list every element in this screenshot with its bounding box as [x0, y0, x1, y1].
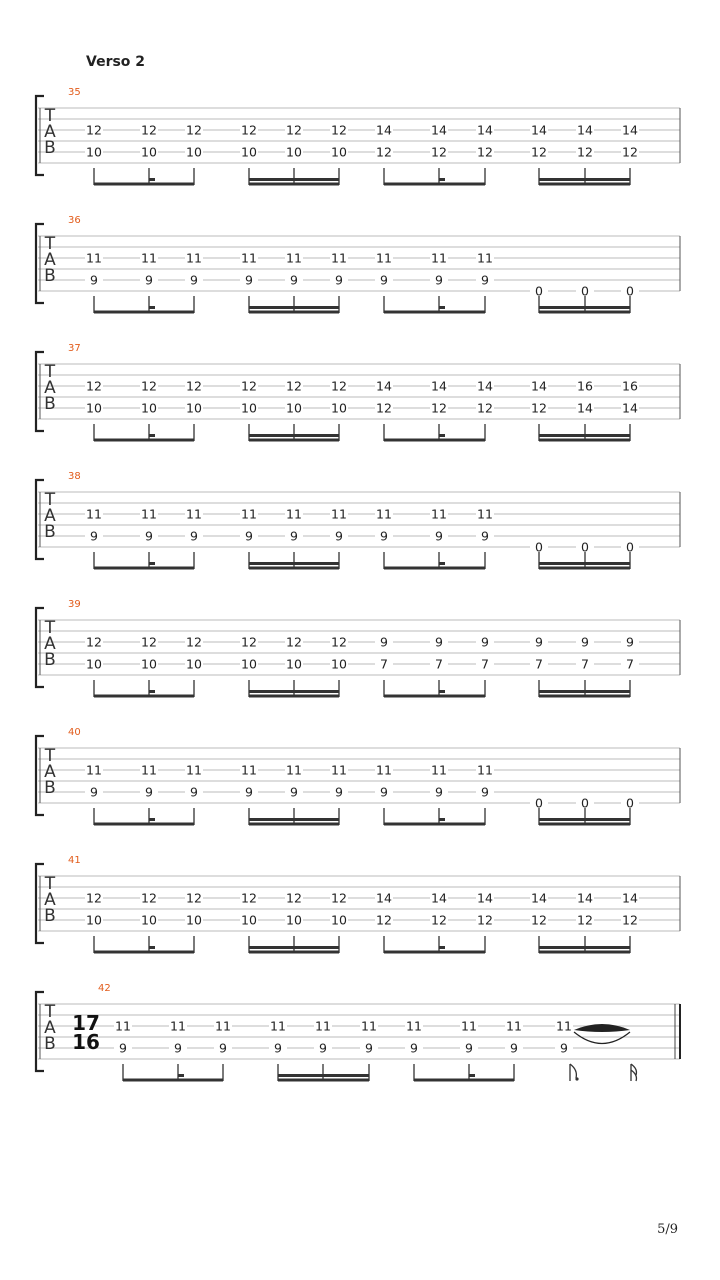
fret-number: 12 — [86, 634, 102, 650]
fret-number: 11 — [376, 506, 392, 522]
fret-number: 0 — [535, 283, 543, 299]
fret-number: 11 — [556, 1018, 572, 1034]
fret-number: 11 — [215, 1018, 231, 1034]
beam — [384, 567, 485, 570]
fret-number: 10 — [286, 144, 302, 160]
measure-number: 36 — [68, 215, 81, 226]
fret-number: 12 — [477, 144, 493, 160]
beam — [539, 183, 630, 186]
measure-number: 42 — [98, 983, 111, 994]
fret-number: 12 — [531, 912, 547, 928]
fret-number: 11 — [286, 506, 302, 522]
fret-number: 11 — [406, 1018, 422, 1034]
fret-number: 7 — [380, 656, 388, 672]
fret-number: 12 — [477, 912, 493, 928]
fret-number: 12 — [376, 144, 392, 160]
beam — [384, 695, 485, 698]
tie-arc-lower — [574, 1032, 630, 1044]
beam — [249, 567, 339, 570]
beam — [539, 439, 630, 442]
beam-secondary — [539, 690, 630, 693]
beam — [539, 567, 630, 570]
beam — [539, 823, 630, 826]
fret-number: 0 — [626, 539, 634, 555]
fret-number: 11 — [331, 506, 347, 522]
tab-clef-letter: A — [44, 506, 56, 526]
tab-clef-letter: B — [44, 394, 56, 414]
fret-number: 14 — [577, 400, 593, 416]
fret-number: 9 — [190, 528, 198, 544]
fret-number: 10 — [141, 656, 157, 672]
fret-number: 12 — [431, 144, 447, 160]
fret-number: 12 — [577, 912, 593, 928]
fret-number: 9 — [145, 784, 153, 800]
beam — [249, 951, 339, 954]
fret-number: 9 — [319, 1040, 327, 1056]
fret-number: 10 — [141, 912, 157, 928]
beam — [249, 823, 339, 826]
fret-number: 10 — [241, 656, 257, 672]
fret-number: 9 — [435, 784, 443, 800]
fret-number: 14 — [431, 378, 447, 394]
fret-number: 9 — [145, 528, 153, 544]
fret-number: 12 — [141, 122, 157, 138]
fret-number: 10 — [241, 144, 257, 160]
fret-number: 9 — [560, 1040, 568, 1056]
fret-number: 11 — [170, 1018, 186, 1034]
measure-number: 39 — [68, 599, 81, 610]
beam-secondary — [539, 434, 630, 437]
beam-stub — [439, 818, 445, 821]
fret-number: 9 — [581, 634, 589, 650]
beam — [539, 311, 630, 314]
fret-number: 12 — [286, 122, 302, 138]
beam — [123, 1079, 223, 1082]
beam-secondary — [539, 818, 630, 821]
beam-secondary — [249, 690, 339, 693]
fret-number: 14 — [622, 122, 638, 138]
beam-stub — [439, 178, 445, 181]
beam-stub — [178, 1074, 184, 1077]
tab-clef-letter: A — [44, 890, 56, 910]
fret-number: 10 — [286, 400, 302, 416]
fret-number: 11 — [477, 250, 493, 266]
tab-clef-letter: A — [44, 378, 56, 398]
tab-clef-letter: T — [44, 746, 56, 766]
beam-stub — [439, 306, 445, 309]
fret-number: 9 — [481, 634, 489, 650]
fret-number: 14 — [531, 378, 547, 394]
fret-number: 11 — [286, 762, 302, 778]
fret-number: 14 — [577, 890, 593, 906]
fret-number: 12 — [286, 378, 302, 394]
fret-number: 12 — [622, 144, 638, 160]
fret-number: 11 — [141, 762, 157, 778]
fret-number: 14 — [622, 400, 638, 416]
fret-number: 11 — [431, 506, 447, 522]
fret-number: 9 — [465, 1040, 473, 1056]
section-title: Verso 2 — [86, 54, 146, 70]
fret-number: 12 — [622, 912, 638, 928]
fret-number: 11 — [477, 506, 493, 522]
fret-number: 14 — [622, 890, 638, 906]
fret-number: 10 — [186, 144, 202, 160]
beam — [249, 311, 339, 314]
fret-number: 9 — [335, 784, 343, 800]
tab-clef-letter: T — [44, 618, 56, 638]
fret-number: 11 — [286, 250, 302, 266]
fret-number: 10 — [331, 912, 347, 928]
tab-clef-letter: A — [44, 634, 56, 654]
beam-stub — [439, 434, 445, 437]
beam-stub — [149, 306, 155, 309]
fret-number: 16 — [577, 378, 593, 394]
fret-number: 9 — [90, 784, 98, 800]
fret-number: 12 — [577, 144, 593, 160]
tab-clef-letter: T — [44, 362, 56, 382]
fret-number: 11 — [86, 250, 102, 266]
beam-secondary — [539, 178, 630, 181]
fret-number: 10 — [186, 656, 202, 672]
beam — [94, 311, 194, 314]
fret-number: 9 — [90, 528, 98, 544]
fret-number: 14 — [376, 378, 392, 394]
beam-secondary — [249, 306, 339, 309]
fret-number: 9 — [435, 272, 443, 288]
beam-secondary — [539, 562, 630, 565]
fret-number: 12 — [186, 122, 202, 138]
measure-number: 37 — [68, 343, 81, 354]
beam — [94, 439, 194, 442]
beam-stub — [149, 178, 155, 181]
tab-clef-letter: T — [44, 106, 56, 126]
beam-secondary — [539, 946, 630, 949]
fret-number: 11 — [376, 762, 392, 778]
fret-number: 12 — [431, 912, 447, 928]
fret-number: 9 — [119, 1040, 127, 1056]
fret-number: 12 — [331, 378, 347, 394]
fret-number: 12 — [331, 890, 347, 906]
beam-secondary — [249, 946, 339, 949]
tab-clef-letter: B — [44, 522, 56, 542]
fret-number: 11 — [361, 1018, 377, 1034]
fret-number: 12 — [531, 400, 547, 416]
fret-number: 11 — [241, 506, 257, 522]
beam — [94, 567, 194, 570]
measure-number: 41 — [68, 855, 81, 866]
fret-number: 9 — [335, 272, 343, 288]
fret-number: 12 — [376, 912, 392, 928]
fret-number: 9 — [626, 634, 634, 650]
fret-number: 9 — [290, 528, 298, 544]
fret-number: 9 — [274, 1040, 282, 1056]
measure-number: 35 — [68, 87, 81, 98]
beam — [384, 439, 485, 442]
fret-number: 14 — [531, 890, 547, 906]
tab-clef-letter: B — [44, 266, 56, 286]
beam — [249, 439, 339, 442]
fret-number: 7 — [435, 656, 443, 672]
fret-number: 12 — [141, 634, 157, 650]
beam-secondary — [249, 562, 339, 565]
tab-clef-letter: T — [44, 1002, 56, 1022]
fret-number: 11 — [331, 250, 347, 266]
beam — [94, 951, 194, 954]
fret-number: 9 — [481, 784, 489, 800]
beam-stub — [439, 946, 445, 949]
beam-secondary — [249, 178, 339, 181]
fret-number: 0 — [535, 795, 543, 811]
fret-number: 11 — [431, 762, 447, 778]
fret-number: 9 — [335, 528, 343, 544]
beam — [384, 951, 485, 954]
fret-number: 12 — [86, 890, 102, 906]
beam — [94, 823, 194, 826]
fret-number: 12 — [531, 144, 547, 160]
fret-number: 12 — [141, 890, 157, 906]
measure-number: 40 — [68, 727, 81, 738]
measure-number: 38 — [68, 471, 81, 482]
beam-secondary — [539, 306, 630, 309]
fret-number: 12 — [241, 634, 257, 650]
fret-number: 9 — [290, 272, 298, 288]
tab-clef-letter: A — [44, 1018, 56, 1038]
fret-number: 12 — [477, 400, 493, 416]
fret-number: 14 — [477, 122, 493, 138]
fret-number: 9 — [380, 272, 388, 288]
beam-secondary — [249, 434, 339, 437]
tab-clef-letter: T — [44, 874, 56, 894]
fret-number: 9 — [380, 634, 388, 650]
fret-number: 12 — [376, 400, 392, 416]
fret-number: 10 — [86, 656, 102, 672]
fret-number: 9 — [219, 1040, 227, 1056]
fret-number: 10 — [331, 400, 347, 416]
fret-number: 0 — [626, 283, 634, 299]
fret-number: 11 — [431, 250, 447, 266]
fret-number: 9 — [510, 1040, 518, 1056]
fret-number: 14 — [477, 378, 493, 394]
fret-number: 9 — [435, 528, 443, 544]
tab-clef-letter: A — [44, 762, 56, 782]
fret-number: 11 — [270, 1018, 286, 1034]
fret-number: 9 — [410, 1040, 418, 1056]
fret-number: 10 — [331, 656, 347, 672]
fret-number: 9 — [481, 528, 489, 544]
fret-number: 9 — [245, 784, 253, 800]
fret-number: 12 — [286, 890, 302, 906]
fret-number: 11 — [315, 1018, 331, 1034]
beam — [384, 823, 485, 826]
fret-number: 10 — [141, 144, 157, 160]
beam-secondary — [278, 1074, 369, 1077]
fret-number: 11 — [186, 762, 202, 778]
beam — [539, 951, 630, 954]
fret-number: 14 — [431, 122, 447, 138]
note-flag — [570, 1064, 576, 1078]
fret-number: 12 — [331, 122, 347, 138]
fret-number: 9 — [245, 528, 253, 544]
fret-number: 12 — [431, 400, 447, 416]
beam-stub — [439, 690, 445, 693]
tab-clef-letter: A — [44, 122, 56, 142]
fret-number: 7 — [535, 656, 543, 672]
beam-stub — [149, 562, 155, 565]
fret-number: 11 — [115, 1018, 131, 1034]
fret-number: 10 — [286, 656, 302, 672]
fret-number: 10 — [186, 912, 202, 928]
fret-number: 11 — [477, 762, 493, 778]
fret-number: 9 — [365, 1040, 373, 1056]
fret-number: 11 — [241, 250, 257, 266]
time-signature-numerator: 17 — [72, 1011, 100, 1035]
fret-number: 14 — [376, 122, 392, 138]
fret-number: 0 — [581, 795, 589, 811]
fret-number: 11 — [141, 506, 157, 522]
beam-secondary — [249, 818, 339, 821]
beam — [278, 1079, 369, 1082]
beam — [249, 695, 339, 698]
fret-number: 0 — [581, 283, 589, 299]
fret-number: 9 — [290, 784, 298, 800]
fret-number: 11 — [186, 250, 202, 266]
beam-stub — [149, 434, 155, 437]
fret-number: 14 — [577, 122, 593, 138]
fret-number: 12 — [331, 634, 347, 650]
beam — [94, 183, 194, 186]
fret-number: 9 — [145, 272, 153, 288]
fret-number: 10 — [141, 400, 157, 416]
fret-number: 7 — [481, 656, 489, 672]
beam — [414, 1079, 514, 1082]
fret-number: 11 — [506, 1018, 522, 1034]
fret-number: 9 — [174, 1040, 182, 1056]
fret-number: 12 — [86, 122, 102, 138]
time-signature-denominator: 16 — [72, 1030, 100, 1054]
fret-number: 12 — [186, 890, 202, 906]
beam-stub — [149, 818, 155, 821]
beam-stub — [149, 946, 155, 949]
fret-number: 12 — [241, 890, 257, 906]
fret-number: 12 — [141, 378, 157, 394]
tab-clef-letter: B — [44, 650, 56, 670]
beam — [539, 695, 630, 698]
page-number: 5/9 — [657, 1222, 678, 1237]
fret-number: 9 — [380, 528, 388, 544]
fret-number: 9 — [380, 784, 388, 800]
fret-number: 9 — [90, 272, 98, 288]
fret-number: 14 — [477, 890, 493, 906]
fret-number: 11 — [86, 506, 102, 522]
tab-clef-letter: B — [44, 906, 56, 926]
fret-number: 12 — [241, 378, 257, 394]
beam — [249, 183, 339, 186]
fret-number: 14 — [376, 890, 392, 906]
fret-number: 12 — [86, 378, 102, 394]
fret-number: 10 — [86, 912, 102, 928]
fret-number: 7 — [581, 656, 589, 672]
fret-number: 14 — [531, 122, 547, 138]
beam — [384, 183, 485, 186]
tab-clef-letter: B — [44, 1034, 56, 1054]
fret-number: 10 — [286, 912, 302, 928]
tab-clef-letter: B — [44, 138, 56, 158]
fret-number: 10 — [241, 400, 257, 416]
fret-number: 9 — [535, 634, 543, 650]
fret-number: 10 — [86, 400, 102, 416]
fret-number: 11 — [186, 506, 202, 522]
fret-number: 9 — [435, 634, 443, 650]
tab-clef-letter: B — [44, 778, 56, 798]
note-flag — [631, 1064, 636, 1075]
tab-clef-letter: T — [44, 234, 56, 254]
fret-number: 11 — [241, 762, 257, 778]
tab-clef-letter: T — [44, 490, 56, 510]
fret-number: 0 — [626, 795, 634, 811]
fret-number: 11 — [86, 762, 102, 778]
fret-number: 11 — [141, 250, 157, 266]
fret-number: 14 — [431, 890, 447, 906]
fret-number: 7 — [626, 656, 634, 672]
beam-stub — [149, 690, 155, 693]
beam-stub — [439, 562, 445, 565]
fret-number: 9 — [481, 272, 489, 288]
beam-stub — [469, 1074, 475, 1077]
tab-clef-letter: A — [44, 250, 56, 270]
fret-number: 12 — [241, 122, 257, 138]
fret-number: 10 — [186, 400, 202, 416]
fret-number: 9 — [245, 272, 253, 288]
fret-number: 11 — [376, 250, 392, 266]
fret-number: 12 — [286, 634, 302, 650]
fret-number: 0 — [535, 539, 543, 555]
fret-number: 10 — [86, 144, 102, 160]
fret-number: 10 — [241, 912, 257, 928]
fret-number: 0 — [581, 539, 589, 555]
tie-arc — [574, 1024, 630, 1032]
fret-number: 9 — [190, 272, 198, 288]
beam — [94, 695, 194, 698]
fret-number: 9 — [190, 784, 198, 800]
fret-number: 10 — [331, 144, 347, 160]
fret-number: 12 — [186, 634, 202, 650]
note-dot — [575, 1077, 578, 1080]
fret-number: 11 — [461, 1018, 477, 1034]
beam — [384, 311, 485, 314]
fret-number: 12 — [186, 378, 202, 394]
note-flag — [631, 1070, 636, 1081]
fret-number: 16 — [622, 378, 638, 394]
fret-number: 11 — [331, 762, 347, 778]
